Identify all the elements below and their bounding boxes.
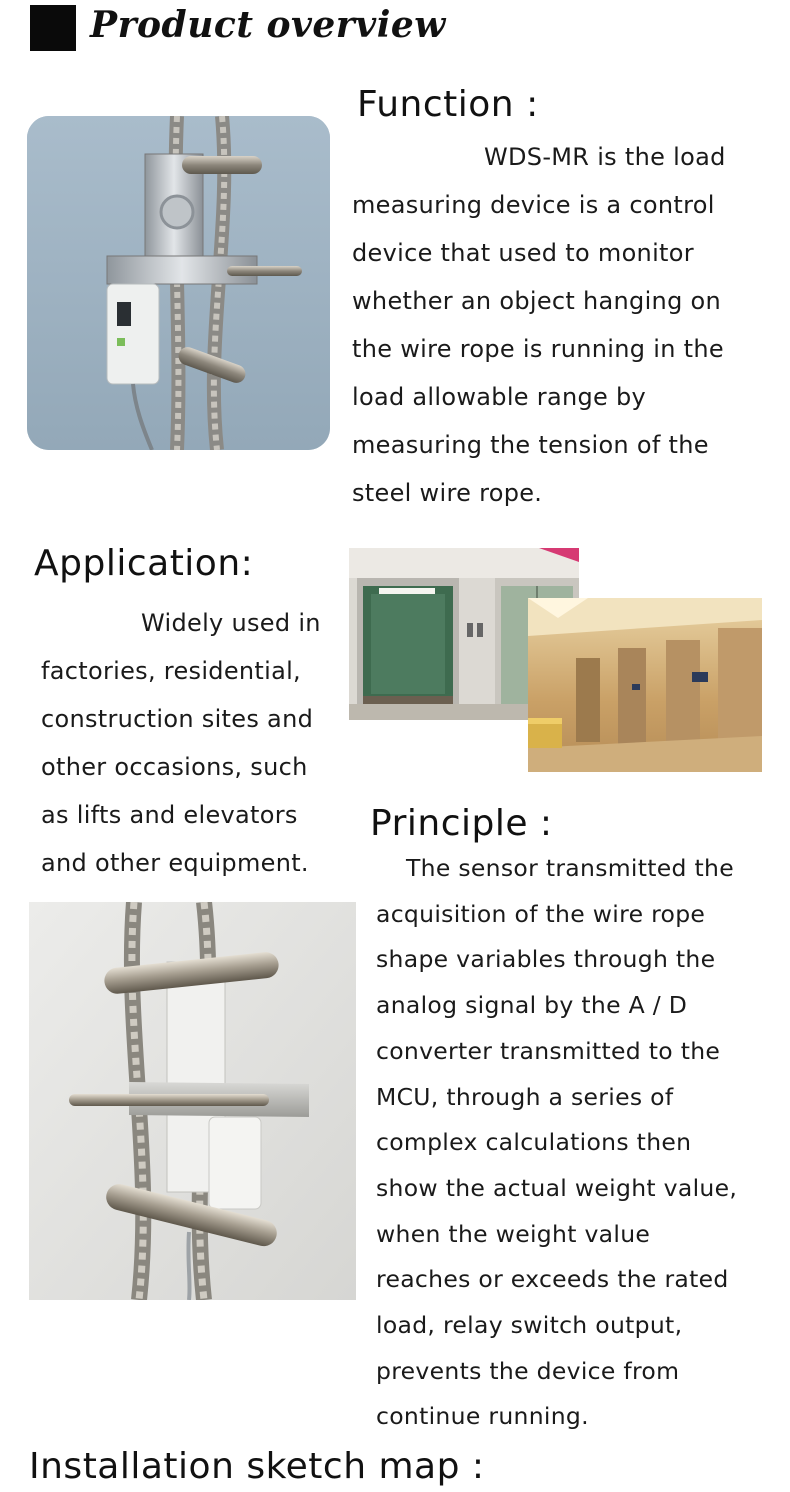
principle-line: acquisition of the wire rope <box>376 899 706 928</box>
function-line: the wire rope is running in the <box>352 335 724 363</box>
application-line: factories, residential, <box>41 657 301 685</box>
application-line: and other equipment. <box>41 849 309 877</box>
principle-line: shape variables through the <box>376 945 716 974</box>
principle-line: complex calculations then <box>376 1128 692 1157</box>
installation-heading: Installation sketch map : <box>29 1446 485 1487</box>
function-line: device that used to monitor <box>352 239 694 267</box>
function-line: measuring the tension of the <box>352 431 709 459</box>
principle-line: when the weight value <box>376 1219 651 1248</box>
principle-line: The sensor transmitted the <box>406 854 734 882</box>
device-closeup-photo <box>29 902 356 1300</box>
function-line: steel wire rope. <box>352 479 543 507</box>
principle-line: reaches or exceeds the rated <box>376 1265 729 1294</box>
principle-line: prevents the device from <box>376 1356 680 1385</box>
application-line: Widely used in <box>141 609 321 637</box>
function-text <box>352 133 772 517</box>
function-line: whether an object hanging on <box>352 287 722 315</box>
principle-heading: Principle : <box>370 803 553 844</box>
function-line: measuring device is a control <box>352 191 715 219</box>
principle-line: show the actual weight value, <box>376 1173 738 1202</box>
elevator-lobby-photo <box>528 598 762 772</box>
principle-line: MCU, through a series of <box>376 1082 674 1111</box>
principle-text <box>376 846 786 1440</box>
application-line: construction sites and <box>41 705 314 733</box>
application-line: as lifts and elevators <box>41 801 298 829</box>
principle-line: load, relay switch output, <box>376 1311 683 1340</box>
principle-line: continue running. <box>376 1402 589 1431</box>
application-text <box>41 599 361 887</box>
principle-line: analog signal by the A / D <box>376 991 688 1020</box>
function-line: load allowable range by <box>352 383 647 411</box>
function-line: WDS-MR is the load <box>484 143 726 171</box>
function-heading: Function : <box>357 84 539 125</box>
header-square-icon <box>30 5 76 51</box>
page-title: Product overview <box>90 4 446 46</box>
principle-line: converter transmitted to the <box>376 1036 721 1065</box>
application-heading: Application: <box>34 543 254 584</box>
application-line: other occasions, such <box>41 753 308 781</box>
device-photo <box>27 116 330 450</box>
